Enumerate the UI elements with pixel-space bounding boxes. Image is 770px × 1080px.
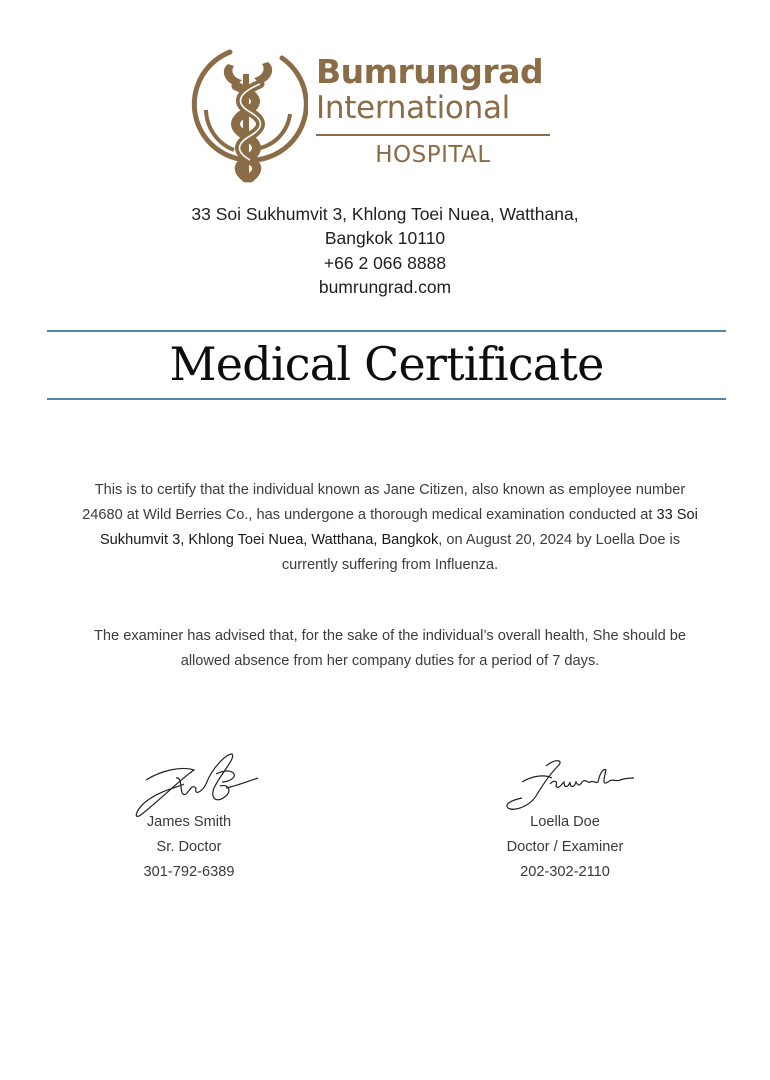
title-divider-top	[47, 330, 726, 332]
signatory-name: James Smith	[146, 814, 232, 830]
signatory-james-smith	[89, 810, 289, 885]
signatory-role: Doctor / Examiner	[506, 839, 624, 855]
signatory-phone: 202-302-2110	[520, 864, 610, 880]
document-title: Medical Certificate	[169, 337, 604, 391]
logo-wordmark	[316, 54, 556, 170]
logo-tagline: HOSPITAL	[375, 141, 491, 168]
hospital-logo	[190, 44, 560, 184]
logo-name: Bumrungrad	[316, 52, 544, 91]
signatory-role: Sr. Doctor	[156, 839, 222, 855]
hospital-contact	[0, 202, 770, 299]
signatory-name: Loella Doe	[530, 814, 600, 830]
logo-divider	[316, 134, 550, 136]
hospital-phone: +66 2 066 8888	[323, 252, 447, 273]
certification-paragraph	[80, 478, 700, 578]
signature-icon	[502, 756, 637, 816]
title-divider-bottom	[47, 398, 726, 400]
logo-subtitle: International	[316, 90, 510, 126]
hospital-website: bumrungrad.com	[318, 276, 452, 297]
examination-location: 33 Soi Sukhumvit 3, Khlong Toei Nuea, Watthana, Bangkok	[99, 507, 698, 548]
caduceus-icon	[190, 44, 308, 184]
certification-text-start: This is to certify that the individual known as Jane Citizen, also known as employee number 24680 at Wild Berries Co., has undergone a thorough medical examination conducted at	[82, 482, 686, 523]
signatory-phone: 301-792-6389	[143, 864, 235, 880]
certification-text-end: , on August 20, 2024 by Loella Doe is currently suffering from Influenza.	[281, 532, 681, 573]
signatory-loella-doe	[465, 810, 665, 885]
address-line-1: 33 Soi Sukhumvit 3, Khlong Toei Nuea, Watthana,	[191, 204, 579, 224]
recommendation-paragraph: The examiner has advised that, for the sake of the individual’s overall health, She should be allowed absence from her company duties for a period of 7 days.	[94, 628, 686, 669]
address-line-2: Bangkok 10110	[324, 228, 446, 249]
